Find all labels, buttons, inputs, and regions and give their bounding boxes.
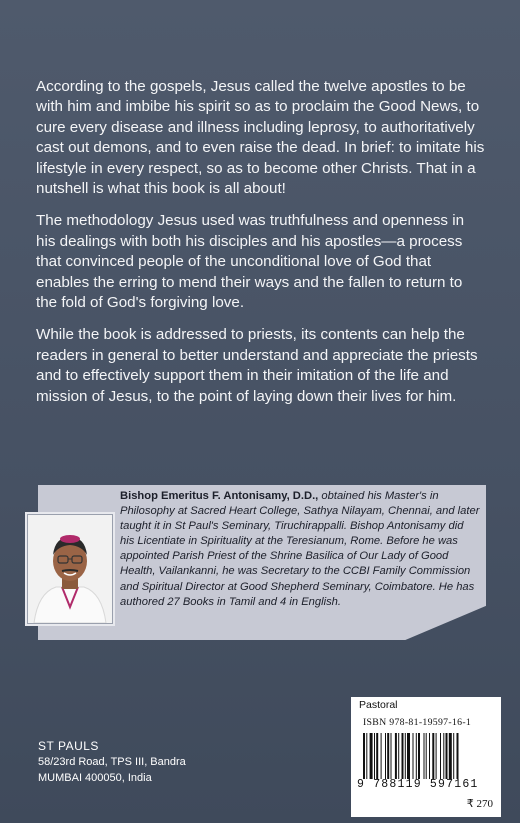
blurb-paragraph-3: While the book is addressed to priests, its contents can help the readers in general to better understand and appreciate the priests and to effectively support them in their imitation of the life and mission of Jesus, to the point of laying down their lives for him. [36, 326, 478, 405]
blurb [36, 77, 486, 419]
barcode-icon [363, 733, 489, 779]
category-label: Pastoral [351, 697, 501, 713]
author-name: Bishop Emeritus F. Antonisamy, D.D., [120, 490, 319, 502]
author-photo [27, 514, 113, 624]
author-bio [120, 489, 480, 610]
author-bio-text: obtained his Master's in Philosophy at Sacred Heart College, Sathya Nilayam, Chennai, and later taught it in St Paul's Seminary, Tiruchirappalli. Bishop Antonisamy did his Licentiate in Spirituality at the Teresianum, Rome. Before he was appointed Parish Priest of the Shrine Basilica of Our Lady of Good Health, Vailankanni, he was Secretary to the CCBI Family Commission and Spiritual Director at Good Shepherd Seminary, Coimbatore. He has authored 27 Books in Tamil and 4 in English. [120, 490, 480, 608]
price: ₹ 270 [466, 798, 493, 810]
barcode-block [351, 713, 501, 817]
publisher-address-line-2: MUMBAI 400050, India [38, 772, 152, 784]
blurb-paragraph-2: The methodology Jesus used was truthfulness and openness in his dealings with both his disciples and his apostles—a process that convinced people of the unconditional love of God that enables the erring to mend their ways and the fallen to return to the fold of God's forgiving love. [36, 212, 465, 312]
publisher-address-line-1: 58/23rd Road, TPS III, Bandra [38, 756, 186, 768]
publisher-name: ST PAULS [38, 739, 99, 753]
publisher-imprint [38, 738, 186, 786]
barcode-number: 9 788119 597161 [357, 778, 479, 791]
blurb-paragraph-1: According to the gospels, Jesus called the twelve apostles to be with him and imbibe his spirit so as to proclaim the Good News, to cure every disease and illness including leprosy, to authoritatively cast out demons, and to even raise the dead. In brief: to imitate his lifestyle in every respect, so as to become other Christs. That in a nutshell is what this book is all about! [36, 78, 485, 198]
isbn-text: ISBN 978-81-19597-16-1 [363, 717, 472, 728]
